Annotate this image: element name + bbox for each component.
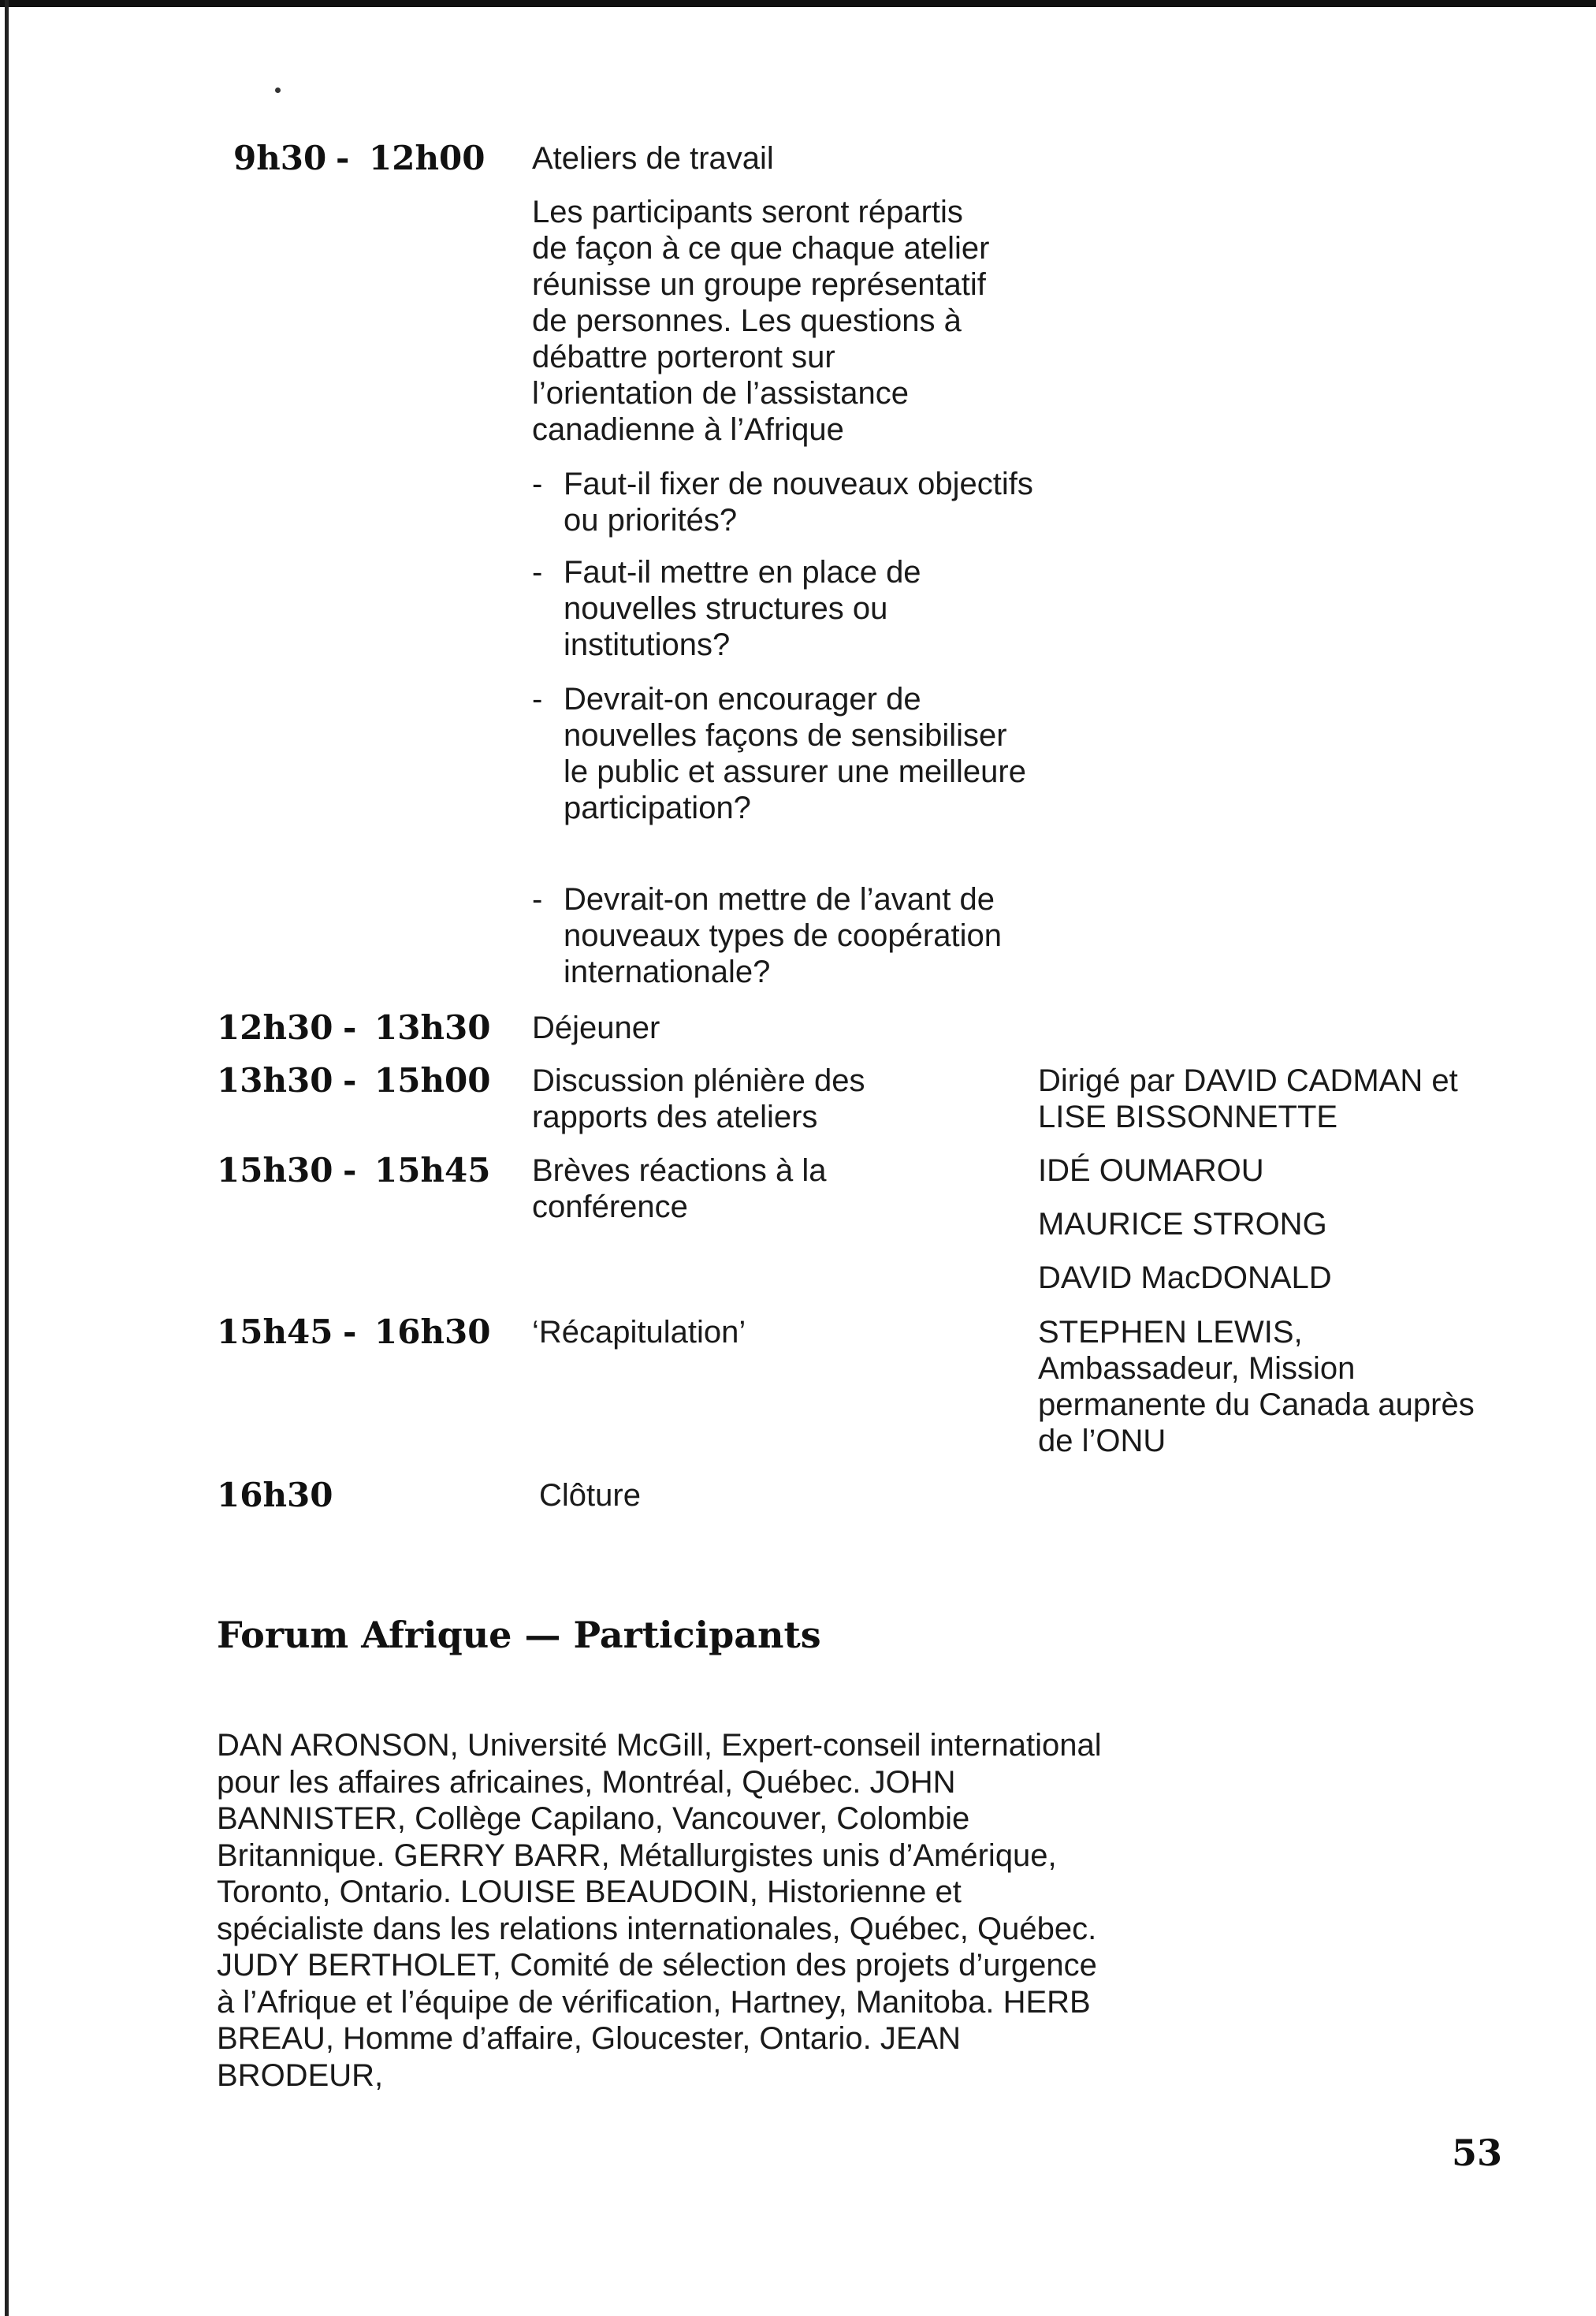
time-start: 13h30 [217, 1061, 333, 1100]
speaker: DAVID MacDONALD [1038, 1260, 1332, 1295]
question-text: Faut-il mettre en place de nouvelles structures ou institutions? [564, 555, 921, 662]
time-end: 15h45 [374, 1151, 491, 1190]
time-separator: - [343, 1061, 357, 1100]
speck [275, 88, 281, 93]
time-separator: - [343, 1313, 357, 1351]
activity-title: Discussion plénière des rapports des ateliers [532, 1063, 865, 1134]
section-heading: Forum Afrique — Participants [217, 1614, 821, 1656]
question-text: Devrait-on mettre de l’avant de nouveaux types de coopération internationale? [564, 882, 1002, 989]
time-end: 15h00 [374, 1061, 491, 1100]
activity-title: Ateliers de travail [532, 141, 774, 176]
speaker: IDÉ OUMAROU [1038, 1153, 1264, 1188]
time-separator: - [343, 1008, 357, 1047]
time-end: 13h30 [374, 1008, 491, 1047]
top-border [0, 0, 1596, 7]
time-start: 15h30 [217, 1151, 333, 1190]
page-number: 53 [1452, 2132, 1503, 2174]
speaker: Dirigé par DAVID CADMAN et LISE BISSONNETTE [1038, 1063, 1458, 1134]
activity-title: Brèves réactions à la conférence [532, 1153, 827, 1224]
bullet-dash: - [532, 882, 543, 917]
time-start: 12h30 [217, 1008, 333, 1047]
time-end: 16h30 [374, 1313, 491, 1351]
time-start: 9h30 [233, 139, 327, 177]
question-text: Faut-il fixer de nouveaux objectifs ou priorités? [564, 467, 1033, 538]
workshop-description: Les participants seront répartis de façon à ce que chaque atelier réunisse un groupe représentatif de personnes. Les questions à débattre porteront sur l’orientation de l’assistance canadienne à l’Afrique [532, 195, 990, 447]
time-start: 16h30 [217, 1476, 333, 1514]
activity-title: ‘Récapitulation’ [532, 1315, 746, 1350]
bullet-dash: - [532, 682, 543, 717]
time-separator: - [336, 139, 350, 177]
speaker: MAURICE STRONG [1038, 1207, 1327, 1242]
bullet-dash: - [532, 555, 543, 590]
activity-title: Clôture [539, 1478, 641, 1513]
speaker-name: STEPHEN LEWIS, [1038, 1315, 1303, 1350]
question-text: Devrait-on encourager de nouvelles façons de sensibiliser le public et assurer une meilleure participation? [564, 682, 1026, 825]
participants-list: DAN ARONSON, Université McGill, Expert-conseil international pour les affaires africaines, Montréal, Québec. JOHN BANNISTER, Collège Capilano, Vancouver, Colombie Britannique. GERRY BARR, Métallurgistes unis d’Amérique, Toronto, Ontario. LOUISE BEAUDOIN, Historienne et spécialiste dans les relations internationales, Québec, Québec. JUDY BERTHOLET, Comité de sélection des projets d’urgence à l’Afrique et l’équipe de vérification, Hartney, Manitoba. HERB BREAU, Homme d’affaire, Gloucester, Ontario. JEAN BRODEUR, [217, 1728, 1102, 2093]
activity-title: Déjeuner [532, 1011, 660, 1045]
speaker-role: Ambassadeur, Mission permanente du Canada auprès de l’ONU [1038, 1351, 1475, 1458]
left-border [5, 0, 9, 2316]
time-separator: - [343, 1151, 357, 1190]
bullet-dash: - [532, 467, 543, 501]
time-start: 15h45 [217, 1313, 333, 1351]
time-end: 12h00 [369, 139, 485, 177]
